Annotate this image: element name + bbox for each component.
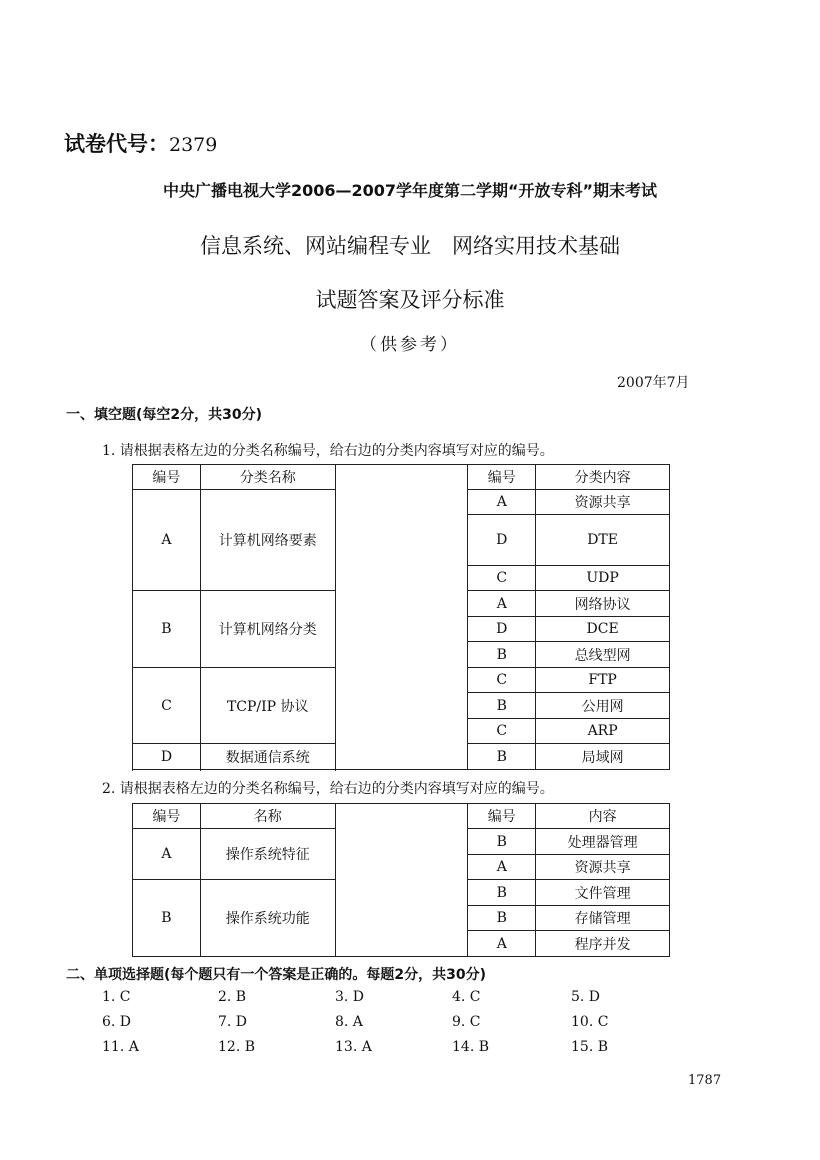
q1-right-id: B <box>468 693 536 719</box>
q1-right-id: C <box>468 566 536 591</box>
q1-right-header-id: 编号 <box>468 465 536 490</box>
title-line-1: 信息系统、网站编程专业 网络实用技术基础 <box>200 234 620 258</box>
q2-blank-column <box>335 804 468 957</box>
answer-item: 11. A <box>102 1039 139 1055</box>
answer-item: 15. B <box>571 1039 609 1055</box>
q2-right-content: 程序并发 <box>536 931 670 957</box>
q2-right-id: B <box>468 906 536 931</box>
q1-right-header-content: 分类内容 <box>536 465 670 490</box>
exam-code-label: 试卷代号： <box>64 132 169 156</box>
q1-right-id: A <box>468 490 536 515</box>
q2-left-header-name: 名称 <box>200 804 335 829</box>
q1-right-id: D <box>468 617 536 642</box>
q1-right-content: 公用网 <box>536 693 670 719</box>
q1-right-id: A <box>468 591 536 617</box>
exam-date: 2007年7月 <box>617 375 690 391</box>
q2-right-content: 存储管理 <box>536 906 670 931</box>
answer-item: 10. C <box>571 1014 609 1030</box>
q1-right-content: FTP <box>536 668 670 693</box>
exam-line: 中央广播电视大学2006—2007学年度第二学期“开放专科”期末考试 <box>162 181 658 200</box>
q2-table <box>132 803 670 957</box>
exam-code-number: 2379 <box>169 134 218 156</box>
exam-code <box>64 128 217 158</box>
page-number: 1787 <box>688 1073 722 1088</box>
q1-table <box>132 464 670 770</box>
q2-left-header-id: 编号 <box>133 804 201 829</box>
q1-left-name: TCP/IP 协议 <box>200 668 335 744</box>
answer-item: 4. C <box>452 989 481 1005</box>
q1-right-content: UDP <box>536 566 670 591</box>
answer-item: 8. A <box>335 1014 363 1030</box>
q1-right-id: D <box>468 515 536 566</box>
answer-item: 14. B <box>452 1039 490 1055</box>
answer-item: 5. D <box>571 989 601 1005</box>
q2-prompt: 2. 请根据表格左边的分类名称编号，给右边的分类内容填写对应的编号。 <box>102 781 554 797</box>
q1-right-id: B <box>468 642 536 668</box>
q1-left-id: C <box>133 668 201 744</box>
q1-left-id: D <box>133 744 201 770</box>
answer-item: 1. C <box>102 989 131 1005</box>
section1-heading: 一、填空题(每空2分，共30分) <box>66 407 263 423</box>
q2-right-id: A <box>468 931 536 957</box>
q2-left-id: A <box>133 829 201 880</box>
q1-right-id: C <box>468 668 536 693</box>
answer-item: 13. A <box>335 1039 372 1055</box>
q1-right-id: C <box>468 719 536 744</box>
answer-item: 12. B <box>218 1039 256 1055</box>
q1-left-name: 计算机网络要素 <box>200 490 335 591</box>
q1-blank-column <box>335 465 468 770</box>
q1-right-content: 局域网 <box>536 744 670 770</box>
q2-right-header-content: 内容 <box>536 804 670 829</box>
q2-right-content: 文件管理 <box>536 880 670 906</box>
answer-item: 3. D <box>335 989 365 1005</box>
q2-right-content: 资源共享 <box>536 855 670 880</box>
q1-left-id: B <box>133 591 201 668</box>
q2-left-id: B <box>133 880 201 957</box>
q2-right-id: A <box>468 855 536 880</box>
q1-right-content: 总线型网 <box>536 642 670 668</box>
q2-right-id: B <box>468 880 536 906</box>
q2-right-header-id: 编号 <box>468 804 536 829</box>
q1-right-id: B <box>468 744 536 770</box>
q2-left-name: 操作系统功能 <box>200 880 335 957</box>
q1-right-content: DTE <box>536 515 670 566</box>
q2-left-name: 操作系统特征 <box>200 829 335 880</box>
q1-right-content: ARP <box>536 719 670 744</box>
q2-right-content: 处理器管理 <box>536 829 670 855</box>
title-line-2: 试题答案及评分标准 <box>315 288 505 312</box>
section2-heading: 二、单项选择题(每个题只有一个答案是正确的。每题2分，共30分) <box>66 967 487 983</box>
q1-left-name: 数据通信系统 <box>200 744 335 770</box>
q1-left-id: A <box>133 490 201 591</box>
q1-left-header-id: 编号 <box>133 465 201 490</box>
q2-right-id: B <box>468 829 536 855</box>
answer-item: 7. D <box>218 1014 248 1030</box>
answer-item: 9. C <box>452 1014 481 1030</box>
q1-left-name: 计算机网络分类 <box>200 591 335 668</box>
q1-right-content: 资源共享 <box>536 490 670 515</box>
q1-prompt: 1. 请根据表格左边的分类名称编号，给右边的分类内容填写对应的编号。 <box>102 443 554 459</box>
reference-note: （供参考） <box>360 335 460 355</box>
answer-item: 2. B <box>218 989 247 1005</box>
q1-right-content: DCE <box>536 617 670 642</box>
q1-left-header-name: 分类名称 <box>200 465 335 490</box>
answer-item: 6. D <box>102 1014 132 1030</box>
q1-right-content: 网络协议 <box>536 591 670 617</box>
